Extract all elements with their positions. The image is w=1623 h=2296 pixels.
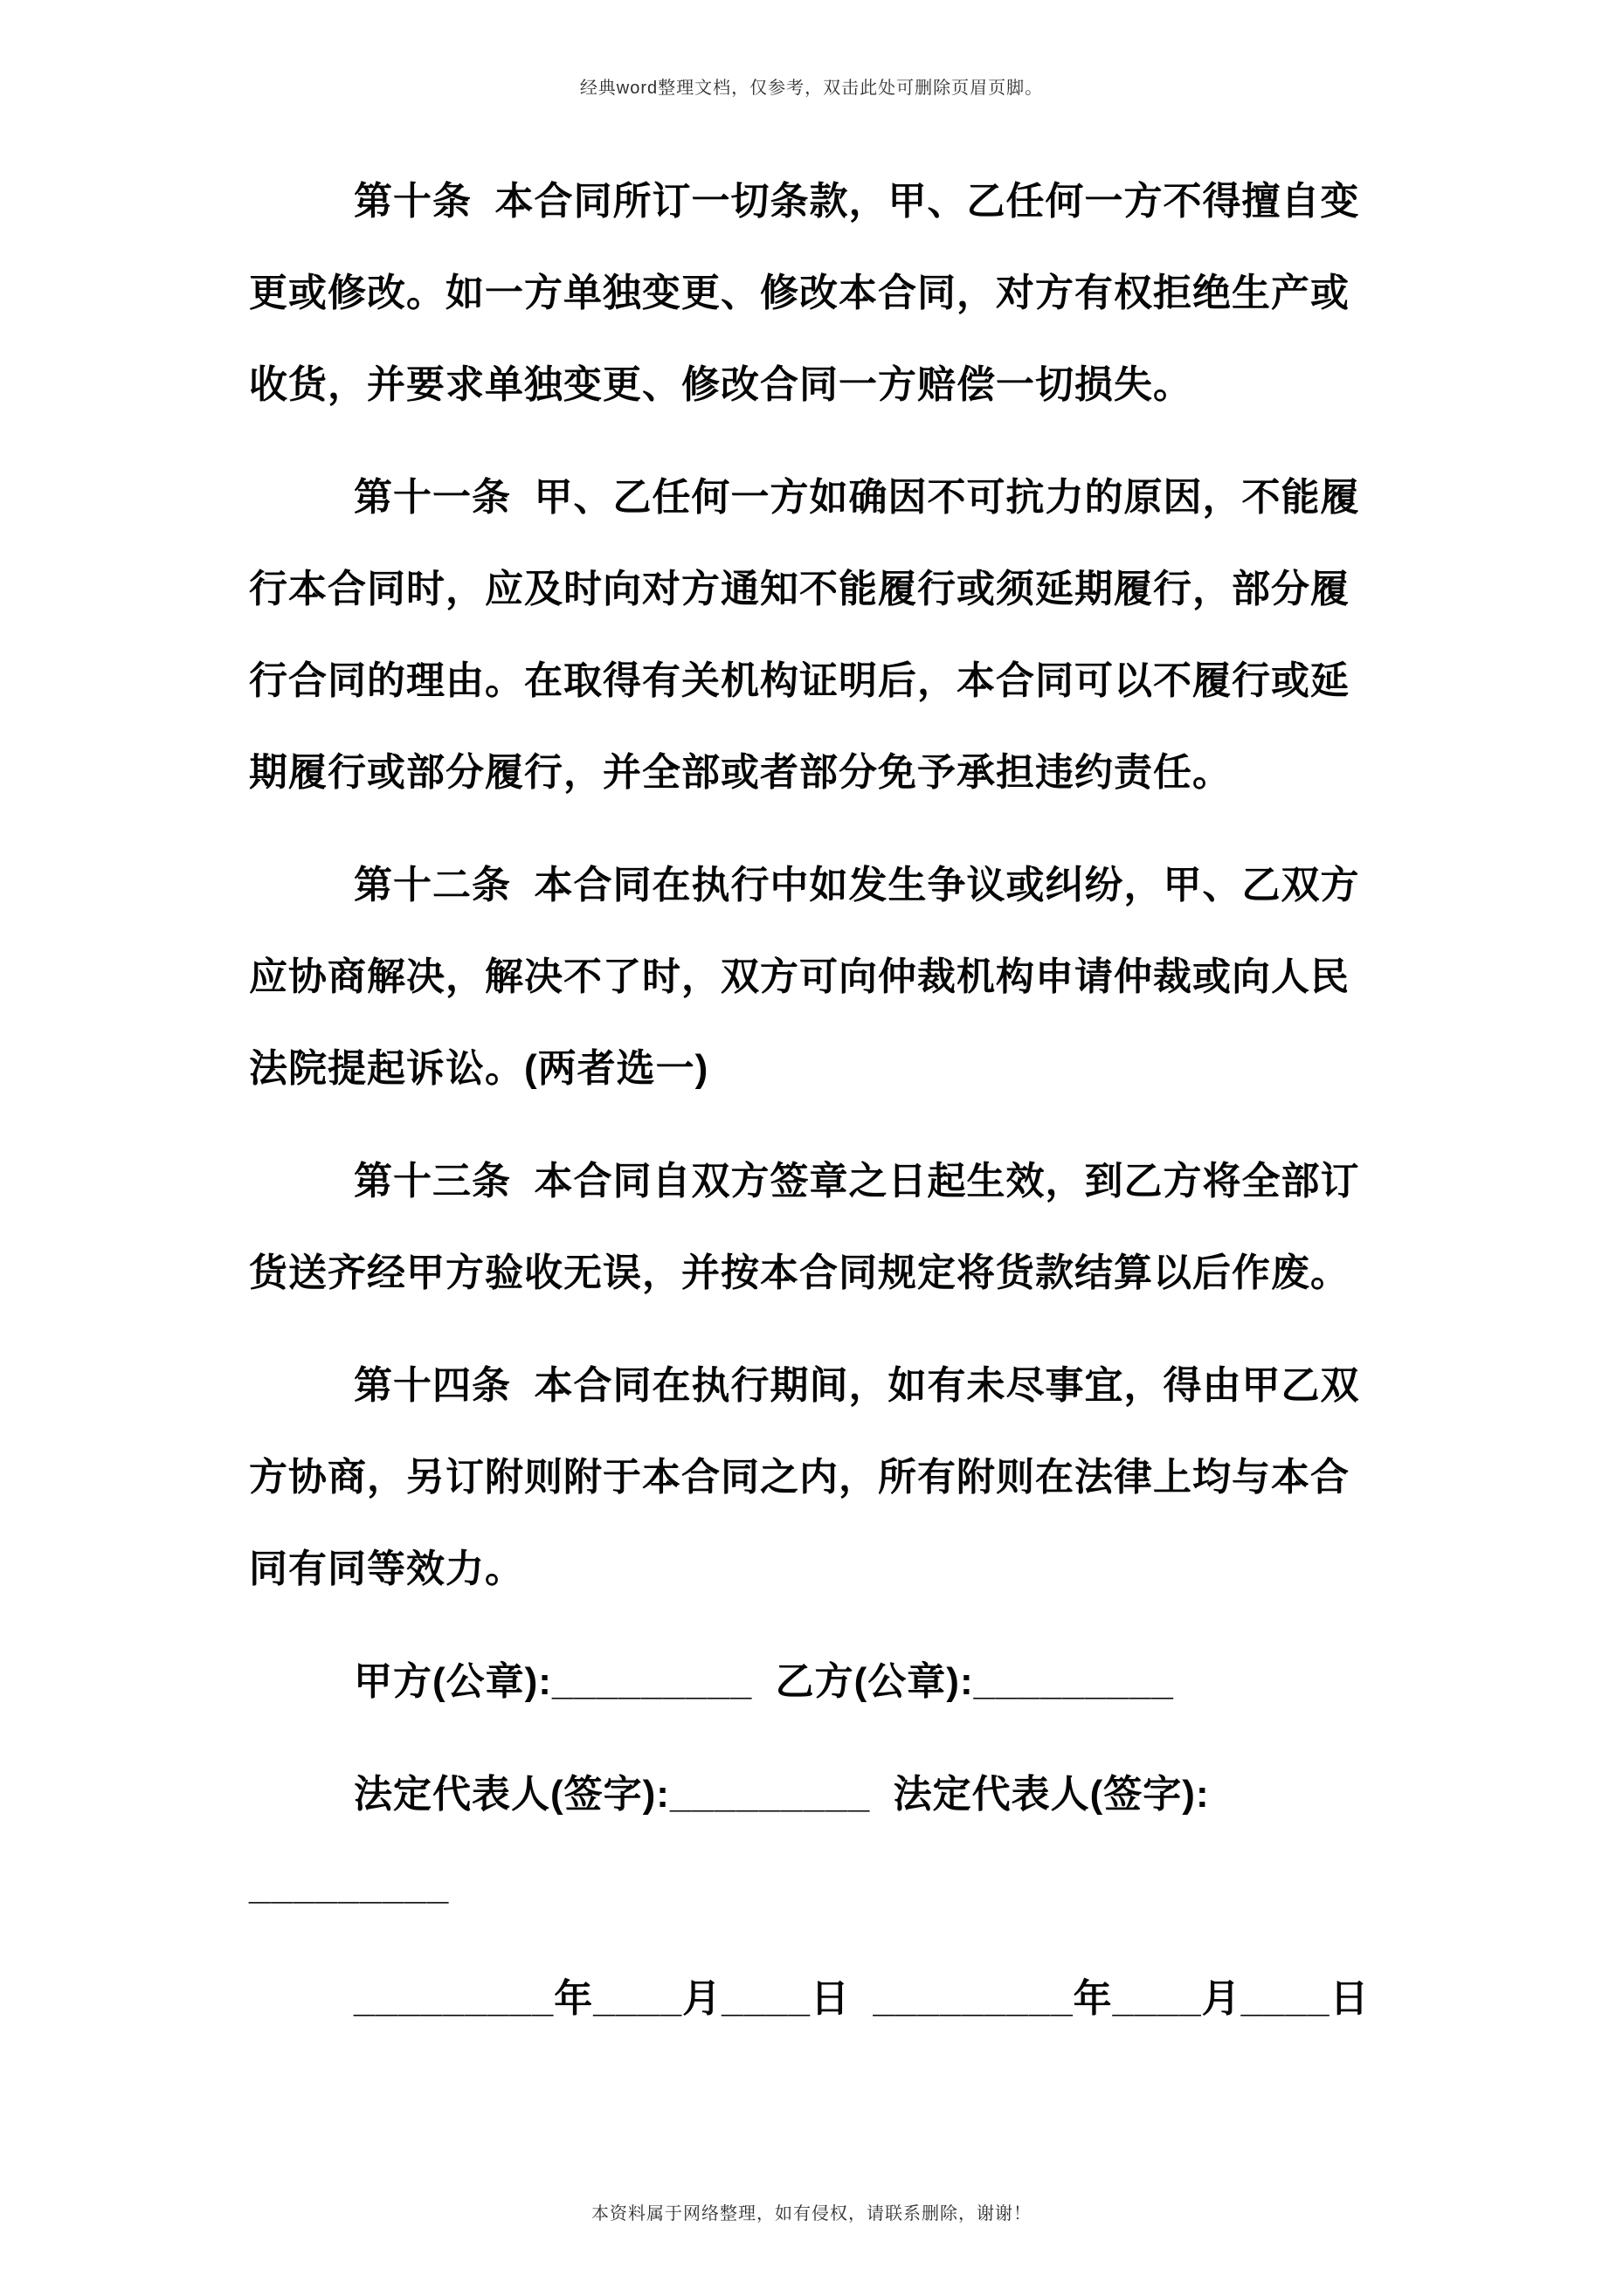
text-line: 第十四条 本合同在执行期间，如有未尽事宜，得由甲乙双 bbox=[354, 1364, 1360, 1407]
document-body bbox=[249, 155, 1376, 2065]
page-footer-note: 本资料属于网络整理，如有侵权，请联系删除，谢谢！ bbox=[591, 2204, 1032, 2224]
text-line: 第十一条 甲、乙任何一方如确因不可抗力的原因，不能履 bbox=[354, 476, 1360, 519]
text-line: 甲方(公章):_________ 乙方(公章):_________ bbox=[354, 1660, 1174, 1703]
text-line: 行本合同时，应及时向对方通知不能履行或须延期履行，部分履 bbox=[249, 568, 1350, 610]
page-header-note: 经典word整理文档，仅参考，双击此处可删除页眉页脚。 bbox=[579, 79, 1044, 98]
paragraph bbox=[249, 452, 1376, 818]
text-line: 行合同的理由。在取得有关机构证明后，本合同可以不履行或延 bbox=[249, 659, 1350, 702]
text-line: 第十条 本合同所订一切条款，甲、乙任何一方不得擅自变 bbox=[354, 180, 1360, 223]
text-line: 同有同等效力。 bbox=[249, 1548, 524, 1590]
paragraph bbox=[249, 1748, 1376, 1932]
text-line: 收货，并要求单独变更、修改合同一方赔偿一切损失。 bbox=[249, 363, 1192, 406]
text-line: 期履行或部分履行，并全部或者部分免予承担违约责任。 bbox=[249, 751, 1232, 794]
paragraph bbox=[249, 1953, 1376, 2044]
paragraph bbox=[249, 155, 1376, 431]
text-line: 第十三条 本合同自双方签章之日起生效，到乙方将全部订 bbox=[354, 1160, 1360, 1203]
paragraph bbox=[249, 1636, 1376, 1727]
paragraph bbox=[249, 1340, 1376, 1615]
text-line: 法院提起诉讼。(两者选一) bbox=[249, 1047, 709, 1090]
paragraph bbox=[249, 839, 1376, 1114]
text-line: _________ bbox=[249, 1865, 450, 1907]
text-line: _________年____月____日 _________年____月____日 bbox=[354, 1977, 1370, 2020]
paragraph bbox=[249, 1135, 1376, 1319]
text-line: 法定代表人(签字):_________ 法定代表人(签字): bbox=[354, 1773, 1210, 1816]
text-line: 第十二条 本合同在执行中如发生争议或纠纷，甲、乙双方 bbox=[354, 864, 1360, 907]
text-line: 货送齐经甲方验收无误，并按本合同规定将货款结算以后作废。 bbox=[249, 1251, 1350, 1294]
text-line: 应协商解决，解决不了时，双方可向仲裁机构申请仲裁或向人民 bbox=[249, 955, 1350, 998]
text-line: 方协商，另订附则附于本合同之内，所有附则在法律上均与本合 bbox=[249, 1456, 1350, 1499]
text-line: 更或修改。如一方单独变更、修改本合同，对方有权拒绝生产或 bbox=[249, 272, 1350, 314]
